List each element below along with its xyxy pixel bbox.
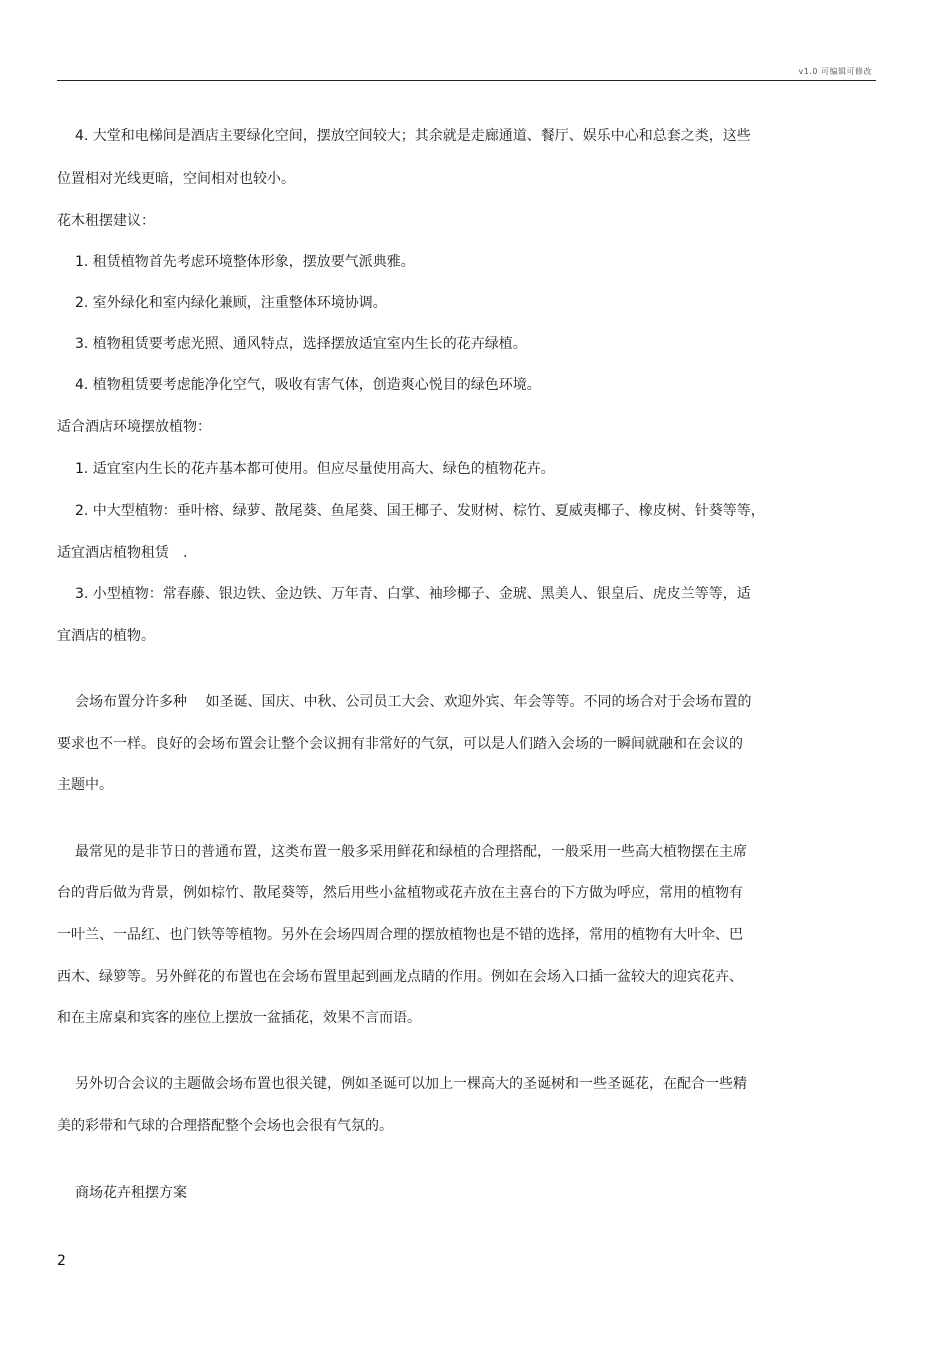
- list-item: 3. 植物租赁要考虑光照、通风特点，选择摆放适宜室内生长的花卉绿植。: [75, 336, 527, 352]
- body-line: 适宜酒店植物租赁 .: [57, 545, 188, 561]
- paragraph-line: 会场布置分许多种 如圣诞、国庆、中秋、公司员工大会、欢迎外宾、年会等等。不同的场合对于会场布置的: [75, 694, 752, 710]
- body-line: 4. 大堂和电梯间是酒店主要绿化空间，摆放空间较大；其余就是走廊通道、餐厅、娱乐中心和总套之类，这些: [75, 128, 751, 144]
- paragraph-line: 主题中。: [57, 777, 113, 793]
- paragraph-line: 和在主席桌和宾客的座位上摆放一盆插花，效果不言而语。: [57, 1010, 421, 1026]
- list-item: 2. 室外绿化和室内绿化兼顾，注重整体环境协调。: [75, 295, 387, 311]
- paragraph-line: 要求也不一样。良好的会场布置会让整个会议拥有非常好的气氛，可以是人们踏入会场的一瞬间就融和在会议的: [57, 736, 743, 752]
- paragraph-line: 台的背后做为背景，例如棕竹、散尾葵等，然后用些小盆植物或花卉放在主喜台的下方做为呼应，常用的植物有: [57, 885, 743, 901]
- paragraph-line: 美的彩带和气球的合理搭配整个会场也会很有气氛的。: [57, 1118, 393, 1134]
- header-version-label: v1.0 可编辑可修改: [798, 67, 872, 76]
- list-item: 1. 适宜室内生长的花卉基本都可使用。但应尽量使用高大、绿色的植物花卉。: [75, 461, 555, 477]
- list-item: 3. 小型植物：常春藤、银边铁、金边铁、万年青、白掌、袖珍椰子、金琥、黑美人、银皇后、虎皮兰等等，适: [75, 586, 751, 602]
- paragraph-line: 一叶兰、一品红、也门铁等等植物。另外在会场四周合理的摆放植物也是不错的选择，常用的植物有大叶伞、巴: [57, 927, 743, 943]
- section-heading: 适合酒店环境摆放植物：: [57, 419, 211, 435]
- header-divider: [57, 80, 876, 81]
- paragraph-line: 最常见的是非节日的普通布置，这类布置一般多采用鲜花和绿植的合理搭配，一般采用一些高大植物摆在主席: [75, 844, 747, 860]
- body-line: 宜酒店的植物。: [57, 628, 155, 644]
- list-item: 2. 中大型植物：垂叶榕、绿萝、散尾葵、鱼尾葵、国王椰子、发财树、棕竹、夏威夷椰子、橡皮树、针葵等等，: [75, 503, 765, 519]
- paragraph-line: 另外切合会议的主题做会场布置也很关键，例如圣诞可以加上一棵高大的圣诞树和一些圣诞花，在配合一些精: [75, 1076, 747, 1092]
- list-item: 1. 租赁植物首先考虑环境整体形象，摆放要气派典雅。: [75, 254, 415, 270]
- section-heading: 商场花卉租摆方案: [75, 1185, 187, 1201]
- page-number: 2: [57, 1253, 66, 1269]
- body-line: 位置相对光线更暗，空间相对也较小。: [57, 171, 295, 187]
- section-heading: 花木租摆建议：: [57, 213, 155, 229]
- paragraph-line: 西木、绿箩等。另外鲜花的布置也在会场布置里起到画龙点睛的作用。例如在会场入口插一盆较大的迎宾花卉、: [57, 969, 743, 985]
- list-item: 4. 植物租赁要考虑能净化空气，吸收有害气体，创造爽心悦目的绿色环境。: [75, 377, 541, 393]
